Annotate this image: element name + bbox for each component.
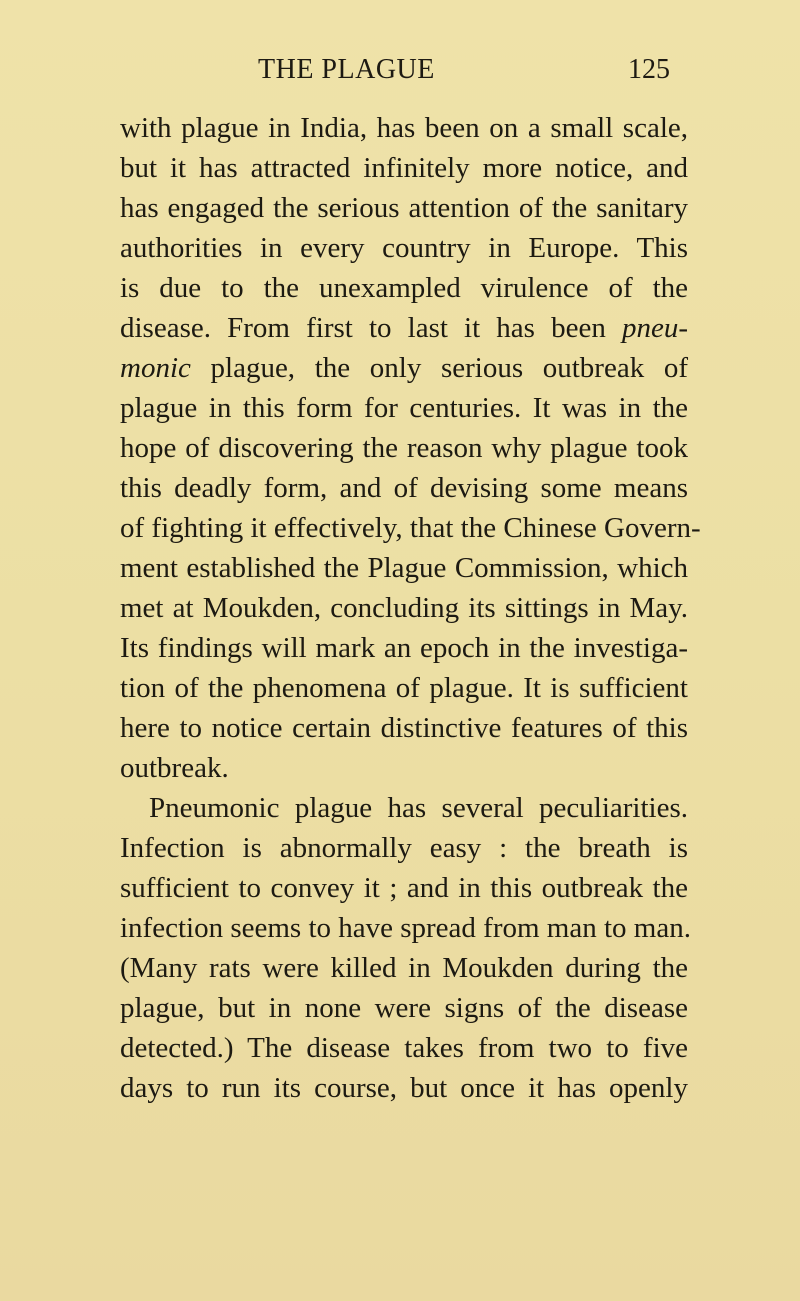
text-line <box>120 308 688 348</box>
text-line: authorities in every country in Europe. This <box>120 232 688 264</box>
text-line: hope of discovering the reason why plague took <box>120 432 688 464</box>
text-line: outbreak. <box>120 752 229 784</box>
text-line: here to notice certain distinctive features of this <box>120 712 688 744</box>
text-line <box>120 348 688 388</box>
text-line: sufficient to convey it ; and in this outbreak the <box>120 872 688 904</box>
text-segment: disease. From first to last it has been <box>120 312 622 344</box>
page-header <box>0 50 800 90</box>
text-line: Pneumonic plague has several peculiarities. <box>149 792 688 824</box>
text-line: of fighting it effectively, that the Chinese Govern- <box>120 512 701 544</box>
text-line: Its findings will mark an epoch in the investiga- <box>120 632 688 664</box>
text-line: Infection is abnormally easy : the breath is <box>120 832 688 864</box>
italic-word: pneu- <box>621 312 688 344</box>
text-line: with plague in India, has been on a small scale, <box>120 112 688 144</box>
text-line: is due to the unexampled virulence of the <box>120 272 688 304</box>
text-line: met at Moukden, concluding its sittings in May. <box>120 592 688 624</box>
text-line: infection seems to have spread from man to man. <box>120 912 691 944</box>
page-number: 125 <box>628 54 670 85</box>
text-line: but it has attracted infinitely more notice, and <box>120 152 688 184</box>
text-line: this deadly form, and of devising some means <box>120 472 688 504</box>
text-line: ment established the Plague Commission, which <box>120 552 688 584</box>
text-line: days to run its course, but once it has openly <box>120 1072 688 1104</box>
text-segment: plague, the only serious outbreak of <box>190 352 688 384</box>
text-line: plague, but in none were signs of the disease <box>120 992 688 1024</box>
text-line: detected.) The disease takes from two to five <box>120 1032 688 1064</box>
text-line: plague in this form for centuries. It was in the <box>120 392 688 424</box>
running-title: THE PLAGUE <box>258 54 435 85</box>
text-line: tion of the phenomena of plague. It is sufficient <box>120 672 688 704</box>
text-line: has engaged the serious attention of the sanitary <box>120 192 688 224</box>
body-text <box>120 108 701 1108</box>
text-line: (Many rats were killed in Moukden during the <box>120 952 688 984</box>
italic-word: monic <box>120 352 191 384</box>
